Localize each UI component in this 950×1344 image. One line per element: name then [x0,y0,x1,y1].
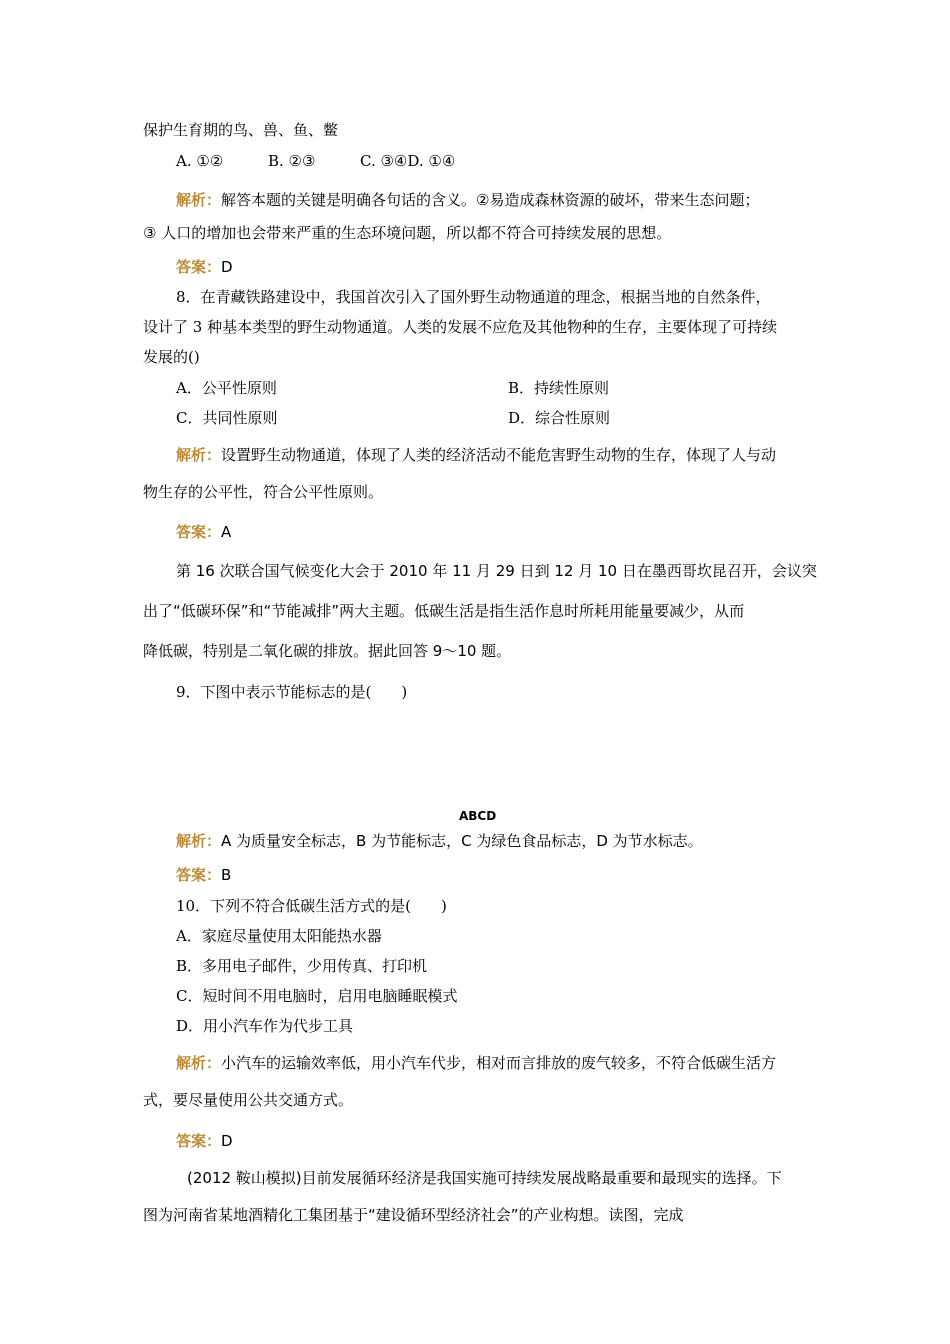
q9-answer: 答案：B [176,866,232,884]
q8-option-a: A．公平性原则 [176,379,277,397]
analysis-label: 解析： [176,832,222,850]
answer-label: 答案： [176,258,222,276]
q7-analysis: 解析：解答本题的关键是明确各句话的含义。②易造成森林资源的破坏，带来生态问题； [176,191,760,209]
answer-label: 答案： [176,523,222,541]
q8-analysis: 解析：设置野生动物通道，体现了人类的经济活动不能危害野生动物的生存，体现了人与动 [176,446,777,464]
q10-option-c: C．短时间不用电脑时，启用电脑睡眠模式 [176,987,458,1005]
q9-figure-caption: ABCD [459,809,497,823]
analysis-label: 解析： [176,446,222,464]
q10-analysis: 解析：小汽车的运输效率低，用小汽车代步，相对而言排放的废气较多，不符合低碳生活方 [176,1054,777,1072]
next-passage-line1: (2012 鞍山模拟)目前发展循环经济是我国实施可持续发展战略最重要和最现实的选择。下 [187,1169,782,1187]
q10-stem: 10．下列不符合低碳生活方式的是( ) [176,897,447,915]
q7-option-cd: C. ③④D. ①④ [360,152,456,170]
passage-line1: 第 16 次联合国气候变化大会于 2010 年 11 月 29 日到 12 月 10 日在墨西哥坎昆召开，会议突 [176,562,817,580]
analysis-label: 解析： [176,1054,222,1072]
q8-answer: 答案：A [176,523,232,541]
q8-stem-line1: 8．在青藏铁路建设中，我国首次引入了国外野生动物通道的理念，根据当地的自然条件， [176,288,771,306]
passage-line3: 降低碳，特别是二氧化碳的排放。据此回答 9～10 题。 [143,642,512,660]
q10-answer: 答案：D [176,1132,233,1150]
q8-analysis-cont: 物生存的公平性，符合公平性原则。 [143,483,384,501]
answer-label: 答案： [176,866,222,884]
q7-option-b: B. ②③ [268,152,316,170]
q10-option-b: B．多用电子邮件，少用传真、打印机 [176,957,428,975]
q8-stem-line3: 发展的() [143,348,200,366]
q7-answer: 答案：D [176,258,233,276]
q9-analysis: 解析：A 为质量安全标志，B 为节能标志，C 为绿色食品标志，D 为节水标志。 [176,832,703,850]
analysis-label: 解析： [176,191,222,209]
q8-option-c: C．共同性原则 [176,409,278,427]
q8-option-b: B．持续性原则 [508,379,610,397]
q7-option-a: A. ①② [176,152,224,170]
next-passage-line2: 图为河南省某地酒精化工集团基于“建设循环型经济社会”的产业构想。读图，完成 [143,1206,684,1224]
answer-label: 答案： [176,1132,222,1150]
passage-line2: 出了“低碳环保”和“节能减排”两大主题。低碳生活是指生活作息时所耗用能量要减少，从而 [143,602,745,620]
q7-stem-tail: 保护生育期的鸟、兽、鱼、鳖 [143,121,339,139]
q10-option-a: A．家庭尽量使用太阳能热水器 [176,927,382,945]
q10-option-d: D．用小汽车作为代步工具 [176,1017,354,1035]
q8-option-d: D．综合性原则 [508,409,611,427]
q7-analysis-cont: ③ 人口的增加也会带来严重的生态环境问题，所以都不符合可持续发展的思想。 [143,224,672,242]
q10-analysis-cont: 式，要尽量使用公共交通方式。 [143,1091,354,1109]
q8-stem-line2: 设计了 3 种基本类型的野生动物通道。人类的发展不应危及其他物种的生存，主要体现了可持续 [143,318,778,336]
q9-stem: 9．下图中表示节能标志的是( ) [176,683,408,701]
